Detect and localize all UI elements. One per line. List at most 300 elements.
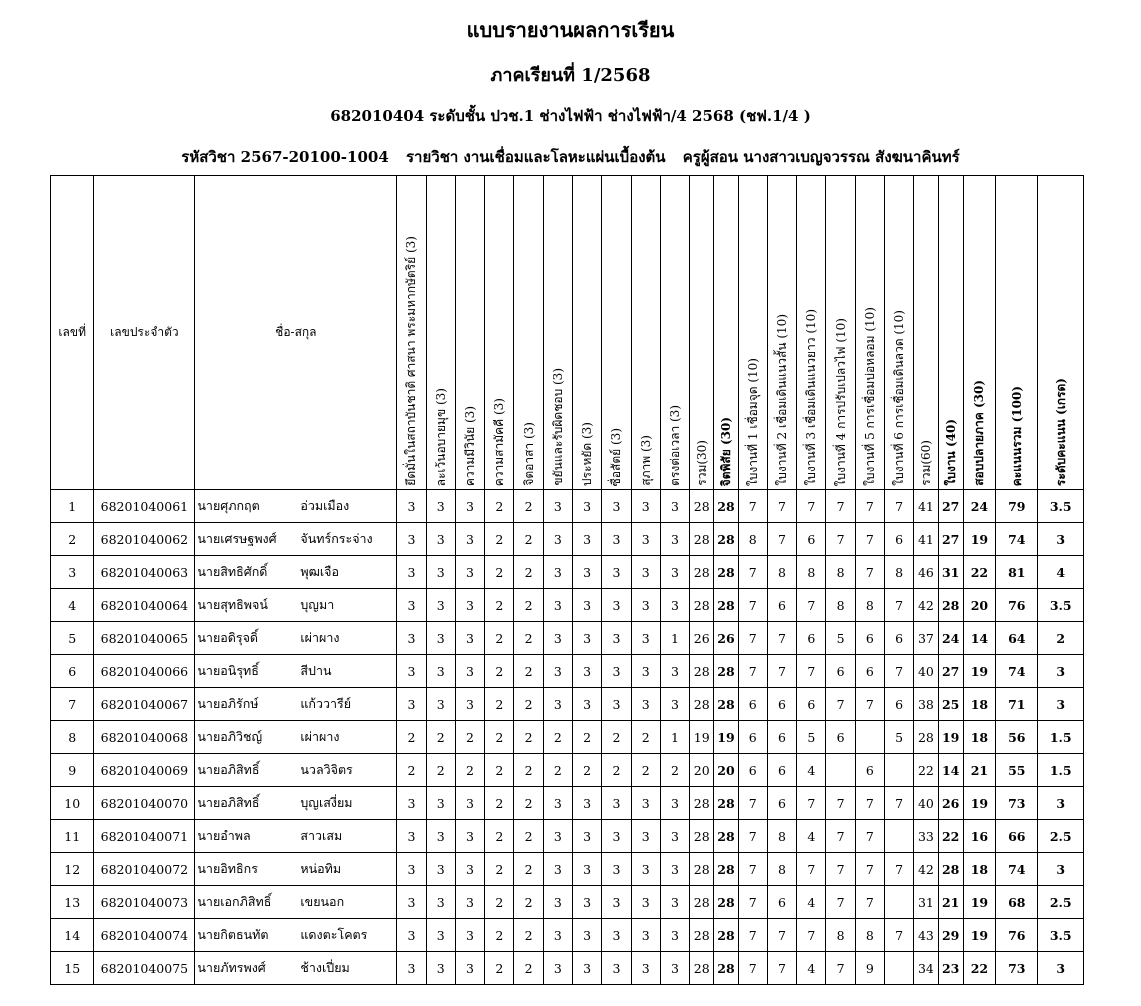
score-thrift: 3 xyxy=(573,820,602,853)
student-name xyxy=(195,853,397,886)
score-loyalty: 3 xyxy=(397,688,426,721)
score-punctuality: 3 xyxy=(660,952,689,985)
score-ws6: 6 xyxy=(885,523,914,556)
score-attitude: 28 xyxy=(714,589,738,622)
row-number: 3 xyxy=(51,556,94,589)
score-worksheet: 25 xyxy=(938,688,963,721)
score-discipline: 3 xyxy=(455,688,484,721)
score-loyalty: 3 xyxy=(397,853,426,886)
score-honesty: 2 xyxy=(602,721,631,754)
score-diligence: 3 xyxy=(543,952,572,985)
score-attitude: 28 xyxy=(714,787,738,820)
score-avoid-vice: 3 xyxy=(426,622,455,655)
score-ws2: 8 xyxy=(767,853,796,886)
score-punctuality: 3 xyxy=(660,919,689,952)
score-unity: 2 xyxy=(485,886,514,919)
score-unity: 2 xyxy=(485,820,514,853)
score-ws4: 7 xyxy=(826,523,855,556)
score-honesty: 3 xyxy=(602,655,631,688)
col-header-worksheet: ใบงาน (40) xyxy=(938,176,963,490)
col-header-id: เลขประจำตัว xyxy=(94,176,195,490)
score-ws6 xyxy=(885,754,914,787)
score-total-score: 79 xyxy=(996,490,1038,523)
score-ws1: 7 xyxy=(738,490,767,523)
score-grade: 3 xyxy=(1038,952,1084,985)
score-grade: 3 xyxy=(1038,688,1084,721)
student-name xyxy=(195,886,397,919)
score-ws6: 7 xyxy=(885,919,914,952)
report-title: แบบรายงานผลการเรียน xyxy=(466,18,675,42)
score-worksheet: 21 xyxy=(938,886,963,919)
row-number: 2 xyxy=(51,523,94,556)
score-total-score: 81 xyxy=(996,556,1038,589)
score-total-60: 41 xyxy=(914,523,938,556)
score-thrift: 2 xyxy=(573,754,602,787)
score-final-exam: 19 xyxy=(963,655,995,688)
score-discipline: 3 xyxy=(455,853,484,886)
score-total-60: 41 xyxy=(914,490,938,523)
score-unity: 2 xyxy=(485,589,514,622)
student-id: 68201040070 xyxy=(94,787,195,820)
score-volunteer: 2 xyxy=(514,919,543,952)
score-worksheet: 23 xyxy=(938,952,963,985)
score-politeness: 3 xyxy=(631,919,660,952)
score-ws5: 7 xyxy=(855,820,884,853)
student-first-name: นายกิตธนทัต xyxy=(197,927,269,942)
score-ws4: 7 xyxy=(826,853,855,886)
score-politeness: 3 xyxy=(631,589,660,622)
score-volunteer: 2 xyxy=(514,589,543,622)
student-first-name: นายอิทธิกร xyxy=(197,861,258,876)
score-final-exam: 19 xyxy=(963,523,995,556)
student-id: 68201040074 xyxy=(94,919,195,952)
score-attitude: 28 xyxy=(714,490,738,523)
row-number: 14 xyxy=(51,919,94,952)
student-name xyxy=(195,556,397,589)
score-worksheet: 26 xyxy=(938,787,963,820)
col-header-ws5: ใบงานที่ 5 การเชื่อมบ่อหลอม (10) xyxy=(855,176,884,490)
col-header-ws1: ใบงานที่ 1 เชื่อมจุด (10) xyxy=(738,176,767,490)
score-total-60: 43 xyxy=(914,919,938,952)
score-ws5: 6 xyxy=(855,655,884,688)
score-ws4: 7 xyxy=(826,688,855,721)
col-header-total-30: รวม(30) xyxy=(690,176,714,490)
col-header-name: ชื่อ-สกุล xyxy=(195,176,397,490)
score-total-60: 33 xyxy=(914,820,938,853)
score-ws5: 8 xyxy=(855,919,884,952)
col-header-final-exam: สอบปลายภาค (30) xyxy=(963,176,995,490)
score-attitude: 28 xyxy=(714,655,738,688)
score-punctuality: 3 xyxy=(660,589,689,622)
score-volunteer: 2 xyxy=(514,787,543,820)
score-ws1: 7 xyxy=(738,556,767,589)
score-attitude: 28 xyxy=(714,919,738,952)
score-grade: 1.5 xyxy=(1038,721,1084,754)
score-total-score: 73 xyxy=(996,952,1038,985)
score-discipline: 3 xyxy=(455,622,484,655)
score-total-30: 28 xyxy=(690,490,714,523)
score-grade: 3 xyxy=(1038,655,1084,688)
student-last-name: นวลวิจิตร xyxy=(300,762,353,777)
score-ws3: 7 xyxy=(797,490,826,523)
score-attitude: 28 xyxy=(714,853,738,886)
score-politeness: 3 xyxy=(631,952,660,985)
score-ws4: 8 xyxy=(826,556,855,589)
score-discipline: 3 xyxy=(455,490,484,523)
score-avoid-vice: 3 xyxy=(426,853,455,886)
score-avoid-vice: 3 xyxy=(426,820,455,853)
score-final-exam: 19 xyxy=(963,886,995,919)
score-thrift: 3 xyxy=(573,490,602,523)
score-diligence: 3 xyxy=(543,490,572,523)
score-ws4: 8 xyxy=(826,589,855,622)
score-ws6: 6 xyxy=(885,622,914,655)
score-total-score: 64 xyxy=(996,622,1038,655)
score-total-30: 19 xyxy=(690,721,714,754)
score-discipline: 3 xyxy=(455,589,484,622)
score-grade: 3.5 xyxy=(1038,919,1084,952)
score-unity: 2 xyxy=(485,523,514,556)
score-total-score: 73 xyxy=(996,787,1038,820)
score-worksheet: 22 xyxy=(938,820,963,853)
score-loyalty: 2 xyxy=(397,721,426,754)
student-id: 68201040075 xyxy=(94,952,195,985)
score-ws1: 7 xyxy=(738,787,767,820)
score-diligence: 3 xyxy=(543,655,572,688)
row-number: 6 xyxy=(51,655,94,688)
score-loyalty: 3 xyxy=(397,523,426,556)
score-ws2: 6 xyxy=(767,721,796,754)
score-attitude: 26 xyxy=(714,622,738,655)
score-discipline: 3 xyxy=(455,655,484,688)
score-punctuality: 3 xyxy=(660,490,689,523)
score-honesty: 3 xyxy=(602,523,631,556)
score-volunteer: 2 xyxy=(514,754,543,787)
student-last-name: จันทร์กระจ่าง xyxy=(300,531,373,546)
score-discipline: 3 xyxy=(455,820,484,853)
score-diligence: 3 xyxy=(543,556,572,589)
score-ws2: 7 xyxy=(767,523,796,556)
col-header-honesty: ซื่อสัตย์ (3) xyxy=(602,176,631,490)
score-ws4: 7 xyxy=(826,886,855,919)
score-attitude: 28 xyxy=(714,688,738,721)
col-header-avoid-vice: ละเว้นอบายมุข (3) xyxy=(426,176,455,490)
score-volunteer: 2 xyxy=(514,622,543,655)
score-ws3: 7 xyxy=(797,655,826,688)
score-ws5: 7 xyxy=(855,556,884,589)
score-ws2: 6 xyxy=(767,688,796,721)
score-total-60: 31 xyxy=(914,886,938,919)
student-name xyxy=(195,490,397,523)
score-final-exam: 24 xyxy=(963,490,995,523)
score-ws4: 7 xyxy=(826,952,855,985)
score-avoid-vice: 3 xyxy=(426,787,455,820)
score-thrift: 3 xyxy=(573,589,602,622)
student-name xyxy=(195,952,397,985)
score-ws2: 6 xyxy=(767,886,796,919)
table-row xyxy=(51,589,1084,622)
row-number: 11 xyxy=(51,820,94,853)
score-volunteer: 2 xyxy=(514,655,543,688)
score-total-60: 42 xyxy=(914,853,938,886)
score-diligence: 3 xyxy=(543,919,572,952)
student-id: 68201040064 xyxy=(94,589,195,622)
score-final-exam: 21 xyxy=(963,754,995,787)
score-thrift: 2 xyxy=(573,721,602,754)
score-diligence: 3 xyxy=(543,886,572,919)
student-last-name: สาวเสม xyxy=(300,828,343,843)
score-total-30: 28 xyxy=(690,820,714,853)
score-total-30: 28 xyxy=(690,688,714,721)
score-total-score: 71 xyxy=(996,688,1038,721)
score-total-30: 20 xyxy=(690,754,714,787)
score-unity: 2 xyxy=(485,919,514,952)
score-total-30: 28 xyxy=(690,655,714,688)
score-total-30: 28 xyxy=(690,886,714,919)
score-attitude: 28 xyxy=(714,952,738,985)
score-honesty: 3 xyxy=(602,556,631,589)
grade-table xyxy=(50,175,1084,985)
score-grade: 2.5 xyxy=(1038,820,1084,853)
score-ws5: 7 xyxy=(855,787,884,820)
score-punctuality: 3 xyxy=(660,688,689,721)
course-line xyxy=(0,145,1141,169)
student-last-name: แดงตะโคตร xyxy=(300,927,368,942)
score-ws3: 8 xyxy=(797,556,826,589)
score-ws4: 8 xyxy=(826,919,855,952)
score-grade: 3 xyxy=(1038,523,1084,556)
course-code: รหัสวิชา 2567-20100-1004 xyxy=(181,148,389,166)
score-punctuality: 1 xyxy=(660,721,689,754)
table-row xyxy=(51,820,1084,853)
student-name xyxy=(195,589,397,622)
student-last-name: บุญเสงี่ยม xyxy=(300,795,353,810)
score-ws3: 6 xyxy=(797,688,826,721)
col-header-ws2: ใบงานที่ 2 เชื่อมเดินแนวสั้น (10) xyxy=(767,176,796,490)
score-attitude: 28 xyxy=(714,523,738,556)
score-volunteer: 2 xyxy=(514,556,543,589)
score-honesty: 3 xyxy=(602,787,631,820)
score-unity: 2 xyxy=(485,952,514,985)
student-first-name: นายสุทธิพจน์ xyxy=(197,597,268,612)
table-row xyxy=(51,523,1084,556)
score-ws2: 6 xyxy=(767,589,796,622)
col-header-total-60: รวม(60) xyxy=(914,176,938,490)
score-thrift: 3 xyxy=(573,523,602,556)
col-header-loyalty: ยึดมั่นในสถาบันชาติ ศาสนา พระมหากษัตริย์ (3) xyxy=(397,176,426,490)
score-politeness: 3 xyxy=(631,622,660,655)
student-name xyxy=(195,655,397,688)
score-total-60: 22 xyxy=(914,754,938,787)
score-ws1: 7 xyxy=(738,655,767,688)
score-loyalty: 3 xyxy=(397,655,426,688)
score-loyalty: 3 xyxy=(397,556,426,589)
col-header-thrift: ประหยัด (3) xyxy=(573,176,602,490)
score-worksheet: 19 xyxy=(938,721,963,754)
student-name xyxy=(195,523,397,556)
score-avoid-vice: 3 xyxy=(426,688,455,721)
score-ws5: 6 xyxy=(855,754,884,787)
score-worksheet: 27 xyxy=(938,523,963,556)
score-total-30: 28 xyxy=(690,556,714,589)
table-row xyxy=(51,622,1084,655)
score-ws1: 6 xyxy=(738,688,767,721)
score-ws3: 7 xyxy=(797,589,826,622)
score-ws2: 7 xyxy=(767,655,796,688)
student-id: 68201040063 xyxy=(94,556,195,589)
score-unity: 2 xyxy=(485,556,514,589)
score-total-score: 56 xyxy=(996,721,1038,754)
score-discipline: 3 xyxy=(455,952,484,985)
score-punctuality: 3 xyxy=(660,787,689,820)
row-number: 8 xyxy=(51,721,94,754)
score-total-30: 28 xyxy=(690,952,714,985)
score-unity: 2 xyxy=(485,622,514,655)
score-politeness: 2 xyxy=(631,721,660,754)
score-worksheet: 29 xyxy=(938,919,963,952)
student-last-name: บุญมา xyxy=(300,597,335,612)
student-last-name: สีปาน xyxy=(300,663,332,678)
score-total-30: 28 xyxy=(690,787,714,820)
student-last-name: พุฒเจือ xyxy=(300,564,340,579)
score-final-exam: 19 xyxy=(963,787,995,820)
col-header-total-score: คะแนนรวม (100) xyxy=(996,176,1038,490)
student-first-name: นายอำพล xyxy=(197,828,251,843)
student-name xyxy=(195,754,397,787)
score-thrift: 3 xyxy=(573,655,602,688)
score-thrift: 3 xyxy=(573,853,602,886)
score-ws5: 7 xyxy=(855,688,884,721)
student-name xyxy=(195,820,397,853)
score-ws2: 7 xyxy=(767,622,796,655)
score-total-score: 55 xyxy=(996,754,1038,787)
score-total-score: 76 xyxy=(996,589,1038,622)
score-ws6: 7 xyxy=(885,655,914,688)
score-thrift: 3 xyxy=(573,919,602,952)
score-ws6 xyxy=(885,886,914,919)
student-last-name: เผ่าผาง xyxy=(300,630,340,645)
score-ws2: 6 xyxy=(767,754,796,787)
score-loyalty: 3 xyxy=(397,589,426,622)
score-volunteer: 2 xyxy=(514,688,543,721)
score-ws1: 7 xyxy=(738,886,767,919)
score-diligence: 2 xyxy=(543,721,572,754)
score-avoid-vice: 3 xyxy=(426,952,455,985)
score-politeness: 3 xyxy=(631,655,660,688)
score-loyalty: 3 xyxy=(397,952,426,985)
score-total-60: 34 xyxy=(914,952,938,985)
score-unity: 2 xyxy=(485,754,514,787)
score-volunteer: 2 xyxy=(514,523,543,556)
score-politeness: 3 xyxy=(631,820,660,853)
student-id: 68201040072 xyxy=(94,853,195,886)
student-first-name: นายสิทธิศักดิ์ xyxy=(197,564,268,579)
score-loyalty: 3 xyxy=(397,490,426,523)
score-total-score: 76 xyxy=(996,919,1038,952)
score-attitude: 28 xyxy=(714,556,738,589)
score-honesty: 3 xyxy=(602,622,631,655)
student-first-name: นายภัทรพงศ์ xyxy=(197,960,266,975)
table-row xyxy=(51,655,1084,688)
score-total-30: 28 xyxy=(690,589,714,622)
score-discipline: 3 xyxy=(455,787,484,820)
score-total-60: 40 xyxy=(914,787,938,820)
score-diligence: 3 xyxy=(543,589,572,622)
score-grade: 3.5 xyxy=(1038,490,1084,523)
student-id: 68201040067 xyxy=(94,688,195,721)
score-diligence: 3 xyxy=(543,820,572,853)
score-volunteer: 2 xyxy=(514,820,543,853)
row-number: 15 xyxy=(51,952,94,985)
class-line: 682010404 ระดับชั้น ปวช.1 ช่างไฟฟ้า ช่างไฟฟ้า/4 2568 (ชฟ.1/4 ) xyxy=(330,107,811,125)
score-ws5: 7 xyxy=(855,886,884,919)
score-worksheet: 28 xyxy=(938,853,963,886)
score-avoid-vice: 2 xyxy=(426,754,455,787)
col-header-punctuality: ตรงต่อเวลา (3) xyxy=(660,176,689,490)
student-id: 68201040073 xyxy=(94,886,195,919)
score-ws3: 5 xyxy=(797,721,826,754)
score-ws2: 7 xyxy=(767,952,796,985)
score-thrift: 3 xyxy=(573,952,602,985)
score-ws6: 7 xyxy=(885,853,914,886)
course-teacher: ครูผู้สอน นางสาวเบญจวรรณ สังฆนาคินทร์ xyxy=(682,148,960,166)
table-row xyxy=(51,919,1084,952)
score-attitude: 28 xyxy=(714,820,738,853)
col-header-grade: ระดับคะแนน (เกรด) xyxy=(1038,176,1084,490)
score-diligence: 3 xyxy=(543,853,572,886)
score-avoid-vice: 3 xyxy=(426,490,455,523)
score-diligence: 3 xyxy=(543,523,572,556)
score-loyalty: 3 xyxy=(397,886,426,919)
score-punctuality: 3 xyxy=(660,853,689,886)
score-final-exam: 22 xyxy=(963,952,995,985)
score-ws3: 4 xyxy=(797,886,826,919)
score-ws1: 6 xyxy=(738,721,767,754)
score-ws5: 7 xyxy=(855,853,884,886)
student-last-name: แก้ววารีย์ xyxy=(300,696,352,711)
score-total-60: 38 xyxy=(914,688,938,721)
score-ws1: 7 xyxy=(738,952,767,985)
student-id: 68201040071 xyxy=(94,820,195,853)
score-ws3: 6 xyxy=(797,622,826,655)
score-discipline: 3 xyxy=(455,886,484,919)
score-punctuality: 3 xyxy=(660,655,689,688)
score-avoid-vice: 3 xyxy=(426,556,455,589)
score-volunteer: 2 xyxy=(514,853,543,886)
score-diligence: 3 xyxy=(543,787,572,820)
score-ws6: 7 xyxy=(885,787,914,820)
score-ws5: 8 xyxy=(855,589,884,622)
student-first-name: นายอนิรุทธิ์ xyxy=(197,663,259,678)
score-ws6: 5 xyxy=(885,721,914,754)
row-number: 13 xyxy=(51,886,94,919)
student-last-name: เขยนอก xyxy=(300,894,345,909)
student-first-name: นายศุภกฤต xyxy=(197,498,260,513)
score-total-score: 74 xyxy=(996,655,1038,688)
score-honesty: 3 xyxy=(602,820,631,853)
score-discipline: 2 xyxy=(455,721,484,754)
score-ws2: 8 xyxy=(767,556,796,589)
score-discipline: 3 xyxy=(455,523,484,556)
score-discipline: 3 xyxy=(455,919,484,952)
score-thrift: 3 xyxy=(573,688,602,721)
score-punctuality: 3 xyxy=(660,886,689,919)
student-first-name: นายเอกภิสิทธิ์ xyxy=(197,894,272,909)
score-avoid-vice: 3 xyxy=(426,886,455,919)
score-ws5: 6 xyxy=(855,622,884,655)
score-honesty: 3 xyxy=(602,886,631,919)
score-punctuality: 1 xyxy=(660,622,689,655)
